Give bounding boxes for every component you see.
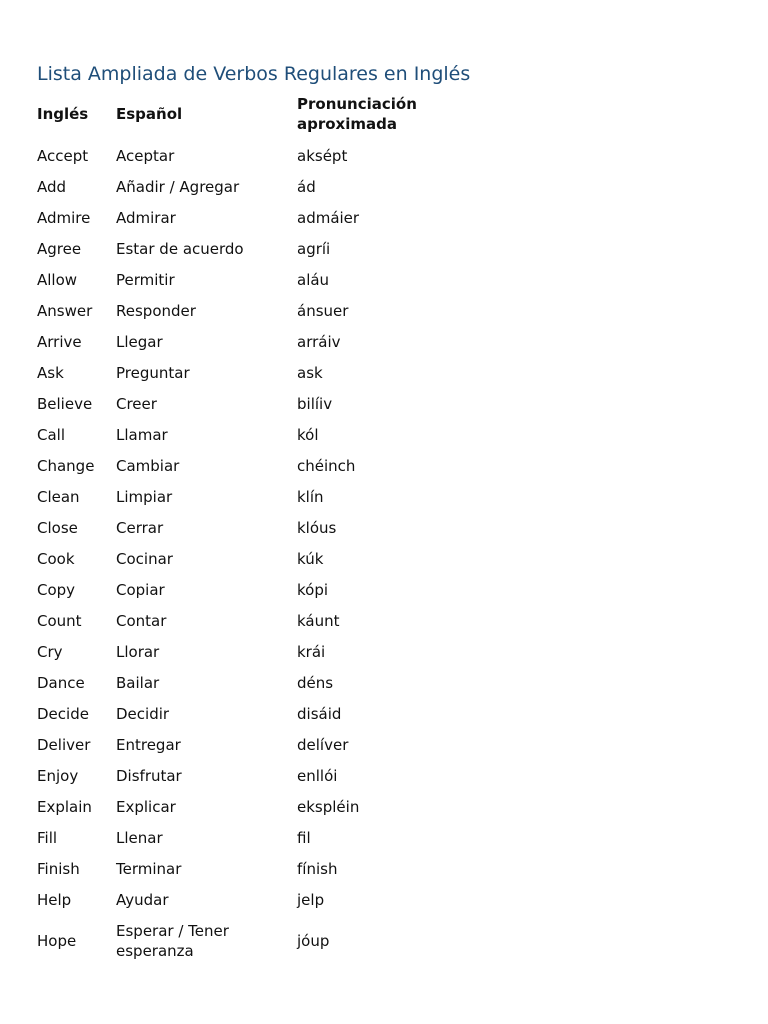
cell-spanish: Disfrutar xyxy=(116,766,182,785)
cell-spanish: Aceptar xyxy=(116,146,175,165)
cell-spanish: Copiar xyxy=(116,580,165,599)
cell-pronunciation: chéinch xyxy=(297,456,356,475)
cell-english: Help xyxy=(37,890,72,909)
cell-english: Believe xyxy=(37,394,93,413)
cell-spanish: Cocinar xyxy=(116,549,173,568)
cell-spanish: Añadir / Agregar xyxy=(116,177,240,196)
verbs-table xyxy=(37,92,457,963)
cell-pronunciation: enllói xyxy=(297,766,338,785)
document-page xyxy=(37,60,737,963)
cell-pronunciation: aláu xyxy=(297,270,330,289)
table-row xyxy=(37,202,457,233)
table-row xyxy=(37,543,457,574)
cell-english: Change xyxy=(37,456,95,475)
table-header-row xyxy=(37,92,457,140)
cell-pronunciation: agríi xyxy=(297,239,331,258)
header-pronunciation-text: Pronunciación aproximada xyxy=(297,95,417,133)
table-row xyxy=(37,884,457,915)
cell-spanish: Explicar xyxy=(116,797,176,816)
cell-pronunciation: disáid xyxy=(297,704,342,723)
cell-pronunciation: jelp xyxy=(297,890,325,909)
cell-pronunciation: fil xyxy=(297,828,311,847)
table-row xyxy=(37,140,457,171)
table-row xyxy=(37,419,457,450)
table-row xyxy=(37,667,457,698)
cell-pronunciation: kúk xyxy=(297,549,324,568)
cell-spanish: Llenar xyxy=(116,828,163,847)
table-row xyxy=(37,729,457,760)
cell-pronunciation: ask xyxy=(297,363,323,382)
table-row xyxy=(37,233,457,264)
cell-spanish: Contar xyxy=(116,611,167,630)
cell-english: Clean xyxy=(37,487,80,506)
cell-english: Allow xyxy=(37,270,78,289)
cell-english: Hope xyxy=(37,932,77,950)
cell-pronunciation: delíver xyxy=(297,735,349,754)
cell-english: Fill xyxy=(37,828,58,847)
cell-pronunciation: klóus xyxy=(297,518,337,537)
header-spanish: Español xyxy=(116,105,183,123)
table-row xyxy=(37,698,457,729)
header-english: Inglés xyxy=(37,105,89,123)
table-row xyxy=(37,171,457,202)
cell-pronunciation: aksépt xyxy=(297,146,348,165)
table-body xyxy=(37,140,457,963)
table-row xyxy=(37,791,457,822)
cell-english: Add xyxy=(37,177,67,196)
cell-english: Enjoy xyxy=(37,766,79,785)
table-row xyxy=(37,636,457,667)
cell-spanish: Terminar xyxy=(116,859,182,878)
cell-english: Agree xyxy=(37,239,82,258)
cell-pronunciation: káunt xyxy=(297,611,340,630)
cell-spanish: Responder xyxy=(116,301,196,320)
cell-english: Copy xyxy=(37,580,76,599)
cell-spanish: Preguntar xyxy=(116,363,190,382)
table-row xyxy=(37,760,457,791)
cell-english: Finish xyxy=(37,859,80,878)
cell-english: Close xyxy=(37,518,78,537)
cell-pronunciation: déns xyxy=(297,673,334,692)
cell-pronunciation: jóup xyxy=(297,932,330,950)
cell-english: Accept xyxy=(37,146,89,165)
table-row xyxy=(37,853,457,884)
document-title: Lista Ampliada de Verbos Regulares en Inglés xyxy=(37,63,471,85)
cell-english: Answer xyxy=(37,301,93,320)
cell-spanish: Bailar xyxy=(116,673,160,692)
cell-pronunciation: fínish xyxy=(297,859,338,878)
cell-spanish: Estar de acuerdo xyxy=(116,239,244,258)
cell-english: Arrive xyxy=(37,332,82,351)
table-row xyxy=(37,326,457,357)
cell-pronunciation: krái xyxy=(297,642,326,661)
cell-pronunciation: ád xyxy=(297,177,316,196)
cell-pronunciation: arráiv xyxy=(297,332,341,351)
cell-spanish: Entregar xyxy=(116,735,181,754)
table-row xyxy=(37,915,457,963)
cell-spanish: Ayudar xyxy=(116,890,169,909)
cell-english: Explain xyxy=(37,797,92,816)
cell-spanish: Llegar xyxy=(116,332,163,351)
cell-english: Cry xyxy=(37,642,63,661)
cell-spanish: Cerrar xyxy=(116,518,164,537)
cell-spanish: Llorar xyxy=(116,642,160,661)
cell-spanish: Decidir xyxy=(116,704,170,723)
cell-pronunciation: klín xyxy=(297,487,324,506)
cell-pronunciation: admáier xyxy=(297,208,360,227)
cell-english: Cook xyxy=(37,549,75,568)
cell-pronunciation: ekspléin xyxy=(297,797,360,816)
table-row xyxy=(37,388,457,419)
table-row xyxy=(37,822,457,853)
cell-pronunciation: bilíiv xyxy=(297,394,333,413)
table-row xyxy=(37,512,457,543)
table-row xyxy=(37,295,457,326)
cell-english: Dance xyxy=(37,673,85,692)
cell-english: Admire xyxy=(37,208,91,227)
table-row xyxy=(37,605,457,636)
cell-pronunciation: kópi xyxy=(297,580,329,599)
cell-spanish: Limpiar xyxy=(116,487,173,506)
cell-english: Call xyxy=(37,425,66,444)
cell-english: Deliver xyxy=(37,735,91,754)
cell-spanish: Admirar xyxy=(116,208,176,227)
cell-pronunciation: kól xyxy=(297,425,319,444)
header-pronunciation xyxy=(297,92,457,140)
table-row xyxy=(37,450,457,481)
table-row xyxy=(37,357,457,388)
table-row xyxy=(37,481,457,512)
cell-english: Decide xyxy=(37,704,89,723)
table-row xyxy=(37,264,457,295)
cell-spanish: Llamar xyxy=(116,425,168,444)
table-row xyxy=(37,574,457,605)
cell-spanish: Permitir xyxy=(116,270,175,289)
cell-english: Count xyxy=(37,611,82,630)
cell-spanish: Creer xyxy=(116,394,157,413)
cell-pronunciation: ánsuer xyxy=(297,301,349,320)
cell-spanish: Cambiar xyxy=(116,456,180,475)
cell-english: Ask xyxy=(37,363,64,382)
cell-spanish: Esperar / Tener esperanza xyxy=(116,922,229,960)
